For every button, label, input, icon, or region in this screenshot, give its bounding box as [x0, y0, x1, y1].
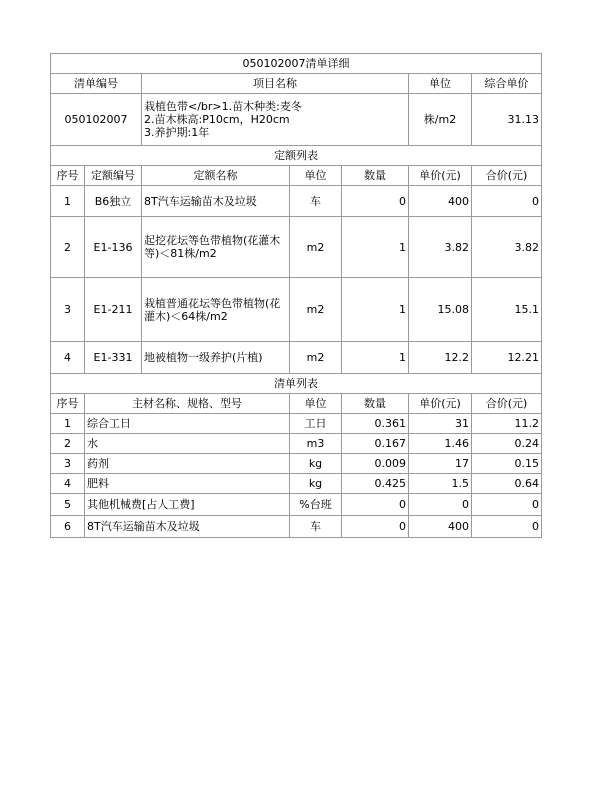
table-row — [51, 516, 542, 538]
row-number: 1 — [51, 414, 85, 434]
unit: 车 — [290, 516, 342, 538]
quota-section-title: 定额列表 — [51, 146, 542, 166]
column-header: 序号 — [51, 166, 85, 186]
quantity: 0 — [342, 186, 409, 217]
table-row — [51, 217, 542, 278]
unit: kg — [290, 474, 342, 494]
column-header: 单价(元) — [409, 166, 472, 186]
unit-price: 400 — [409, 516, 472, 538]
total-price: 15.1 — [472, 278, 542, 342]
quantity: 0 — [342, 516, 409, 538]
total-price: 0.64 — [472, 474, 542, 494]
total-price: 0 — [472, 186, 542, 217]
row-number: 2 — [51, 434, 85, 454]
unit-price: 12.2 — [409, 342, 472, 374]
material-name: 其他机械费[占人工费] — [85, 494, 290, 516]
quantity: 0.361 — [342, 414, 409, 434]
unit-price-header: 综合单价 — [472, 74, 542, 94]
material-name: 药剂 — [85, 454, 290, 474]
row-number: 2 — [51, 217, 85, 278]
material-name: 水 — [85, 434, 290, 454]
table-row — [51, 434, 542, 454]
quota-code: E1-211 — [85, 278, 142, 342]
row-number: 4 — [51, 342, 85, 374]
quantity: 1 — [342, 342, 409, 374]
material-name: 肥料 — [85, 474, 290, 494]
unit-price: 1.5 — [409, 474, 472, 494]
row-number: 6 — [51, 516, 85, 538]
unit: %台班 — [290, 494, 342, 516]
total-price: 0.15 — [472, 454, 542, 474]
quantity: 1 — [342, 217, 409, 278]
table-row — [51, 278, 542, 342]
total-price: 0.24 — [472, 434, 542, 454]
item-code: 050102007 — [51, 94, 142, 146]
code-header: 清单编号 — [51, 74, 142, 94]
unit: 工日 — [290, 414, 342, 434]
item-description — [142, 94, 409, 146]
quota-code: E1-331 — [85, 342, 142, 374]
quantity: 0.425 — [342, 474, 409, 494]
unit: m2 — [290, 217, 342, 278]
table-row — [51, 454, 542, 474]
quota-name: 8T汽车运输苗木及垃圾 — [142, 186, 290, 217]
unit-price: 0 — [409, 494, 472, 516]
quota-code: E1-136 — [85, 217, 142, 278]
unit-price: 1.46 — [409, 434, 472, 454]
unit-header: 单位 — [409, 74, 472, 94]
column-header: 序号 — [51, 394, 85, 414]
column-header: 定额名称 — [142, 166, 290, 186]
unit: m2 — [290, 342, 342, 374]
unit: kg — [290, 454, 342, 474]
quota-name: 地被植物一级养护(片植) — [142, 342, 290, 374]
item-name-header: 项目名称 — [142, 74, 409, 94]
row-number: 1 — [51, 186, 85, 217]
quantity: 0.009 — [342, 454, 409, 474]
table-title: 050102007清单详细 — [51, 54, 542, 74]
quota-name: 起挖花坛等色带植物(花灌木等)＜81株/m2 — [142, 217, 290, 278]
unit-price: 400 — [409, 186, 472, 217]
column-header: 单位 — [290, 166, 342, 186]
total-price: 0 — [472, 516, 542, 538]
unit-price: 3.82 — [409, 217, 472, 278]
quantity: 0.167 — [342, 434, 409, 454]
table-row — [51, 342, 542, 374]
column-header: 主材名称、规格、型号 — [85, 394, 290, 414]
column-header: 合价(元) — [472, 166, 542, 186]
unit-price: 15.08 — [409, 278, 472, 342]
table-row — [51, 186, 542, 217]
material-section-title: 清单列表 — [51, 374, 542, 394]
column-header: 单位 — [290, 394, 342, 414]
item-unit: 株/m2 — [409, 94, 472, 146]
quota-code: B6独立 — [85, 186, 142, 217]
column-header: 数量 — [342, 166, 409, 186]
table-row — [51, 474, 542, 494]
quota-name: 栽植普通花坛等色带植物(花灌木)＜64株/m2 — [142, 278, 290, 342]
column-header: 数量 — [342, 394, 409, 414]
total-price: 12.21 — [472, 342, 542, 374]
row-number: 5 — [51, 494, 85, 516]
quantity: 1 — [342, 278, 409, 342]
column-header: 定额编号 — [85, 166, 142, 186]
column-header: 单价(元) — [409, 394, 472, 414]
material-name: 8T汽车运输苗木及垃圾 — [85, 516, 290, 538]
quantity: 0 — [342, 494, 409, 516]
total-price: 3.82 — [472, 217, 542, 278]
unit-price: 31 — [409, 414, 472, 434]
table-row — [51, 414, 542, 434]
row-number: 3 — [51, 278, 85, 342]
column-header: 合价(元) — [472, 394, 542, 414]
row-number: 4 — [51, 474, 85, 494]
unit: m2 — [290, 278, 342, 342]
total-price: 11.2 — [472, 414, 542, 434]
material-name: 综合工日 — [85, 414, 290, 434]
item-unit-price: 31.13 — [472, 94, 542, 146]
total-price: 0 — [472, 494, 542, 516]
item-description-line: 3.养护期:1年 — [144, 126, 210, 139]
unit: 车 — [290, 186, 342, 217]
bill-detail-table — [50, 53, 542, 538]
item-description-line: 2.苗木株高:P10cm，H20cm — [144, 113, 290, 126]
unit-price: 17 — [409, 454, 472, 474]
table-row — [51, 494, 542, 516]
item-description-line: 栽植色带</br>1.苗木种类:麦冬 — [144, 100, 302, 113]
row-number: 3 — [51, 454, 85, 474]
unit: m3 — [290, 434, 342, 454]
